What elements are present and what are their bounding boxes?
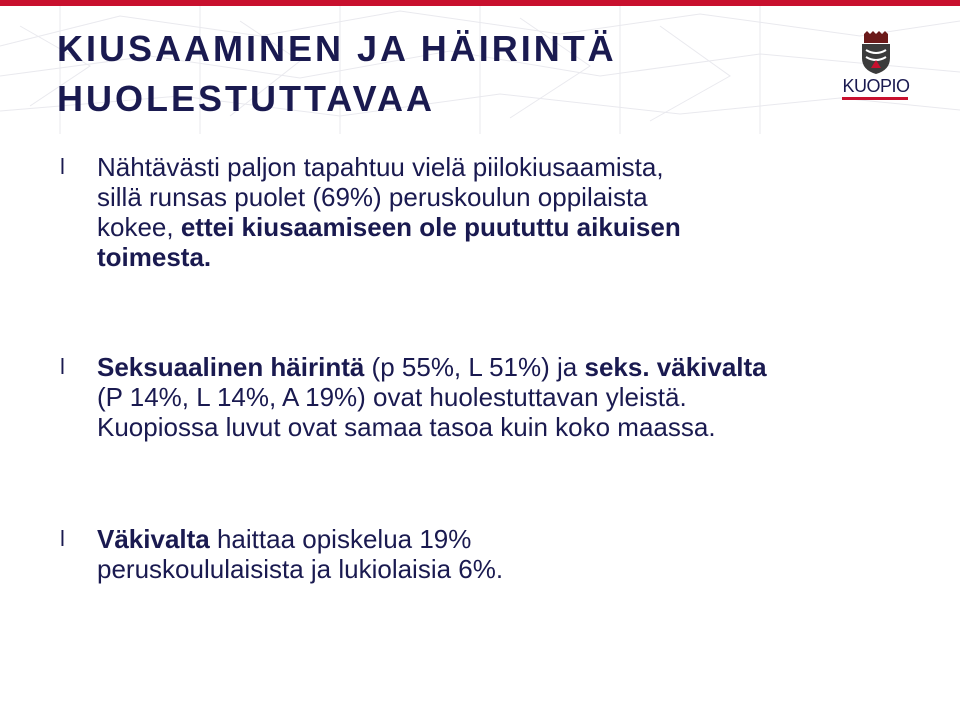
title-line-1: KIUSAAMINEN JA HÄIRINTÄ bbox=[57, 28, 617, 69]
bullet-text bbox=[97, 152, 697, 272]
bullet-marker: l bbox=[60, 354, 65, 379]
bullet-text bbox=[97, 524, 657, 584]
bullet-segment-bold: ettei kiusaamiseen ole puututtu aikuisen toimesta. bbox=[97, 212, 681, 272]
logo-underline bbox=[842, 97, 908, 100]
bullet-segment: (P 14%, L 14%, A 19%) ovat huolestuttavan yleistä. Kuopiossa luvut ovat samaa tasoa kuin koko maassa. bbox=[97, 382, 716, 442]
bullet-segment: Nähtävästi paljon tapahtuu vielä piilokiusaamista, sillä runsas puolet (69%) peruskoulun oppilaista kokee, bbox=[97, 152, 664, 242]
title-line-2: HUOLESTUTTAVAA bbox=[57, 78, 435, 119]
bullet-segment-bold: Väkivalta bbox=[97, 524, 210, 554]
bullet-segment-bold: seks. väkivalta bbox=[584, 352, 767, 382]
bullet-marker: l bbox=[60, 526, 65, 551]
bullet-segment: (p 55%, L 51%) ja bbox=[364, 352, 585, 382]
bullet-segment: haittaa opiskelua 19% peruskoululaisista ja lukiolaisia 6%. bbox=[97, 524, 504, 584]
bullet-marker: l bbox=[60, 154, 65, 179]
bullet-text bbox=[97, 352, 777, 442]
bullet-segment-bold: Seksuaalinen häirintä bbox=[97, 352, 365, 382]
slide-title bbox=[57, 24, 617, 124]
logo-text: KUOPIO bbox=[842, 76, 910, 96]
